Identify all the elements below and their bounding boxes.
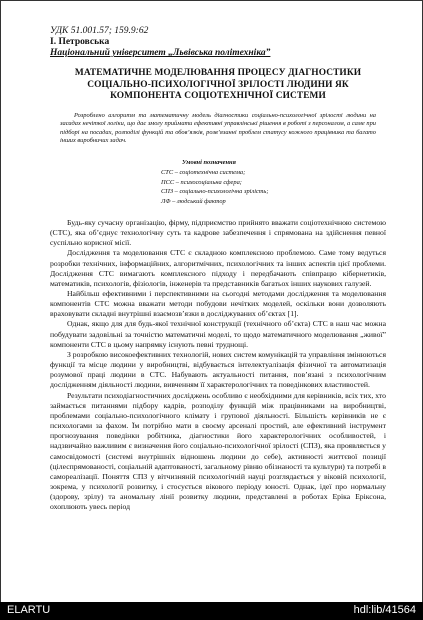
body-paragraph: Однак, якщо для для будь-якої технічної конструкції (технічного об’єкта) СТС в наш час можна побудувати задовільні за точністю математичні моделі, то щодо математичного моделювання „живої” компоненти СТС в цьому напрямку існують певні труднощі. xyxy=(50,319,386,349)
paper-title xyxy=(50,68,386,103)
author-name: І. Петровська xyxy=(50,37,110,47)
body-paragraph: З розробкою високоефективних технологій, нових систем комунікацій та управління змінюються функції та місце людини у виробництві, відбувається інтелектуалізація фізичної та автоматизація розумової праці людини в СТС. Набувають актуальності питання, пов’язані з психологічним дослідженням діяльності людини, вивченням її характерологічних та поведінкових властивостей. xyxy=(50,349,386,390)
abbreviation-item xyxy=(161,197,386,206)
abstract: Розроблено алгоритм та математичну модель діагностики соціально-психологічної зрілості людини на засадах нечіткої логіки, що дає змогу приймати ефективні управлінські рішення в роботі з персоналом, а саме при підборі на посадах, розподілі функцій та обов’язків, розв’язанні проблем статусу кожного працівника та багато інших виробничих задач. xyxy=(60,111,376,145)
handle-id: hdl:lib/41564 xyxy=(353,604,416,616)
title-line: СОЦІАЛЬНО-ПСИХОЛОГІЧНОЇ ЗРІЛОСТІ ЛЮДИНИ ЯК xyxy=(87,79,349,90)
abbreviation-desc: – психосоціальна сфера; xyxy=(174,178,242,186)
title-line: КОМПОНЕНТА СОЦІОТЕХНІЧНОЇ СИСТЕМИ xyxy=(110,91,326,101)
abbreviation-key: СТС xyxy=(161,169,174,177)
udc-code: УДК 51.001.57; 159.9:62 xyxy=(50,26,149,36)
abbreviation-key: ПСС xyxy=(161,178,175,186)
abbreviation-key: СПЗ xyxy=(161,188,174,196)
repository-name: ELARTU xyxy=(7,604,51,616)
abbreviations-title: Умовні позначення xyxy=(182,158,236,166)
body-paragraph: Результати психодіагностичних досліджень особливо є необхідними для керівників, всіх тих, хто займається питаннями підбору кадрів, розподілу функцій між працівниками на виробництві, проблемами соціально-психологічного клімату і групової діяльності. Більшість керівників не є психологами за фахом. Їм потрібно мати в своєму арсеналі простий, але ефективний інструмент прогнозування поведінки робітника, діагностики його характерологічних особливостей, і надзвичайно важливим є визначення його соціально-психологічної зрілості (СПЗ), яка проявляється у самосвідомості (системі внутрішніх відношень людини до себе), активності життєвої позиції (цілеспрямованості, соціальній адаптованості, загальному рівню обізнаності та культури) та потребі в самореалізації. Поняття СПЗ у вітчизняній психологічній науці розглядається у віковій психології, зокрема, у психології розвитку, і стосується вікового періоду юності. Однак, ідеї про нормальну (здорову, зрілу) та аномальну лінії розвитку людини, представлені в роботах Еріка Еріксона, охоплюють увесь період xyxy=(50,390,386,512)
paper-content xyxy=(50,26,386,512)
body-text xyxy=(50,218,386,513)
affiliation: Національний університет „Львівська політехніка” xyxy=(50,48,271,58)
title-line: МАТЕМАТИЧНЕ МОДЕЛЮВАННЯ ПРОЦЕСУ ДІАГНОСТИКИ xyxy=(74,68,362,78)
abbreviation-desc: – соціотехнічна система; xyxy=(173,169,246,177)
body-paragraph: Найбільш ефективними і перспективними на сьогодні методами дослідження та моделювання компонентів СТС можна вважати методи побудови нечітких моделей, оскільки вони дозволяють враховувати складні внутрішні взаємозв’язки в досліджуваних об’єктах [1]. xyxy=(50,289,386,319)
body-paragraph: Дослідження та моделювання СТС є складною комплексною проблемою. Саме тому ведуться розробки технічних, інформаційних, алгоритмічних, психологічних та інших аспектів цієї проблеми. Дослідження СТС вимагають комплексного підходу і передбачають співпрацю кібернетиків, математиків, психологів, фізіологів, інженерів та представників багатьох інших наукових галузей. xyxy=(50,248,386,288)
body-paragraph: Будь-яку сучасну організацію, фірму, підприємство прийнято вважати соціотехнічною системою (СТС), яка об’єднує технологічну суть та кадрове забезпечення і спрямована на здійснення певної суспільно корисної місії. xyxy=(50,217,386,248)
abbreviation-item xyxy=(161,178,386,187)
footer-bar xyxy=(0,602,423,620)
abbreviation-desc: – соціально-психологічна зрілість; xyxy=(173,188,269,196)
abbreviation-desc: – людський фактор xyxy=(170,197,226,205)
abbreviation-key: ЛФ xyxy=(161,197,171,205)
abbreviation-item xyxy=(161,168,386,177)
abbreviations-block xyxy=(161,158,386,206)
abbreviation-item xyxy=(161,187,386,196)
